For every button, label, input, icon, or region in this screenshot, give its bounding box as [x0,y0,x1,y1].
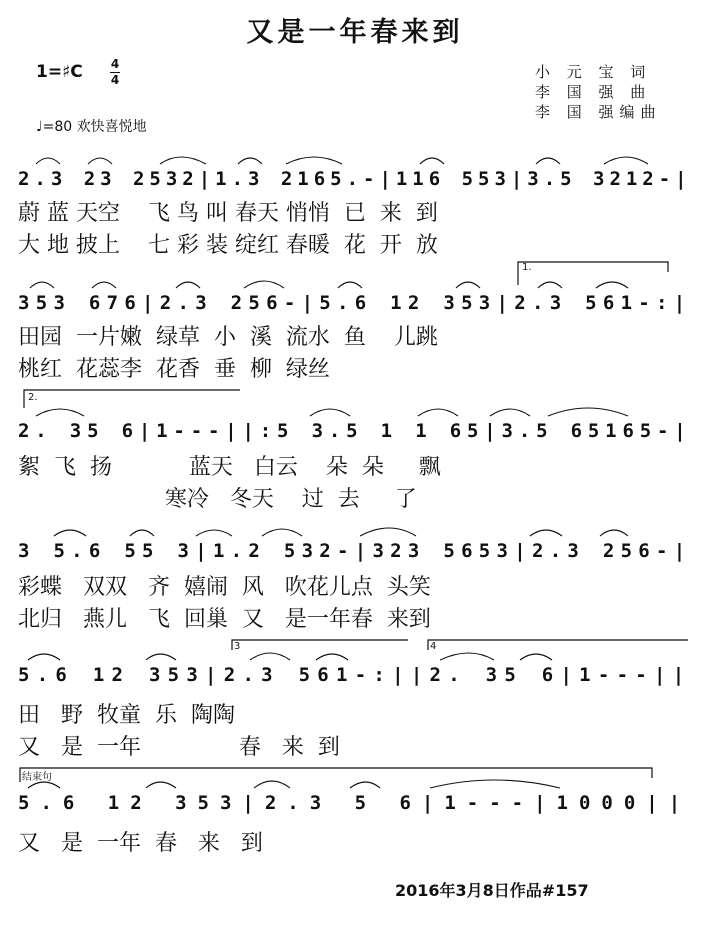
lyrics-row-3-verse-2: 寒冷 冬天 过 去 了 [18,487,417,512]
key-signature: 1=♯C [36,62,83,82]
lyricist: 小 元 宝 词 [535,63,652,81]
lyrics-row-5-verse-1: 田 野 牧童 乐 陶陶 [18,703,235,728]
notation-row-6: 5.6 12 353|2.3 5 6|1---|1000|| [18,792,692,814]
lyrics-row-2-verse-2: 桃红 花蕊李 花香 垂 柳 绿丝 [18,357,330,382]
coda-label: 结束句 [22,772,52,783]
footer-date: 2016年3月8日作品#157 [395,881,589,900]
volta-4-label: 4 [430,641,437,652]
composer: 李 国 强 曲 [535,83,652,101]
notation-row-3: 2. 35 6|1---||:5 3.5 1 1 65|3.5 65165-| [18,420,692,442]
lyrics-row-4-verse-2: 北归 燕儿 飞 回巢 又 是一年春 来到 [18,607,431,632]
tempo-marking: ♩=80 欢快喜悦地 [36,119,147,135]
notation-row-1: 2.3 23 2532|1.3 2165.-|116 553|3.5 3212-| [18,168,692,190]
arranger: 李 国 强编曲 [535,103,662,121]
lyrics-row-6-verse-1: 又 是 一年 春 来 到 [18,831,263,856]
lyrics-row-5-verse-2: 又 是 一年 春 来 到 [18,735,340,760]
lyrics-row-1-verse-1: 蔚 蓝 天空 飞 鸟 叫 春天 悄悄 已 来 到 [18,201,438,226]
song-title: 又是一年春来到 [246,17,464,48]
meter-top: 4 [110,57,120,71]
notation-row-5: 5.6 12 353|2.3 561-:||2. 35 6|1---|| [18,664,692,686]
volta-3-label: 3 [234,641,241,652]
meter-bottom: 4 [110,73,120,87]
lyrics-row-4-verse-1: 彩蝶 双双 齐 嬉闹 风 吹花儿点 头笑 [18,575,431,600]
lyrics-row-2-verse-1: 田园 一片嫩 绿草 小 溪 流水 鱼 儿跳 [18,325,438,350]
notation-row-2: 353 676|2.3 256-|5.6 12 353|2.3 561-:| [18,292,692,314]
volta-1-label: 1. [522,262,532,273]
lyrics-row-3-verse-1: 絮 飞 扬 蓝天 白云 朵 朵 飘 [18,455,441,480]
notation-row-4: 3 5.6 55 3|1.2 532-|323 5653|2.3 256-| [18,540,692,562]
lyrics-row-1-verse-2: 大 地 披上 七 彩 装 绽红 春暖 花 开 放 [18,233,438,258]
volta-2-label: 2. [28,392,38,403]
